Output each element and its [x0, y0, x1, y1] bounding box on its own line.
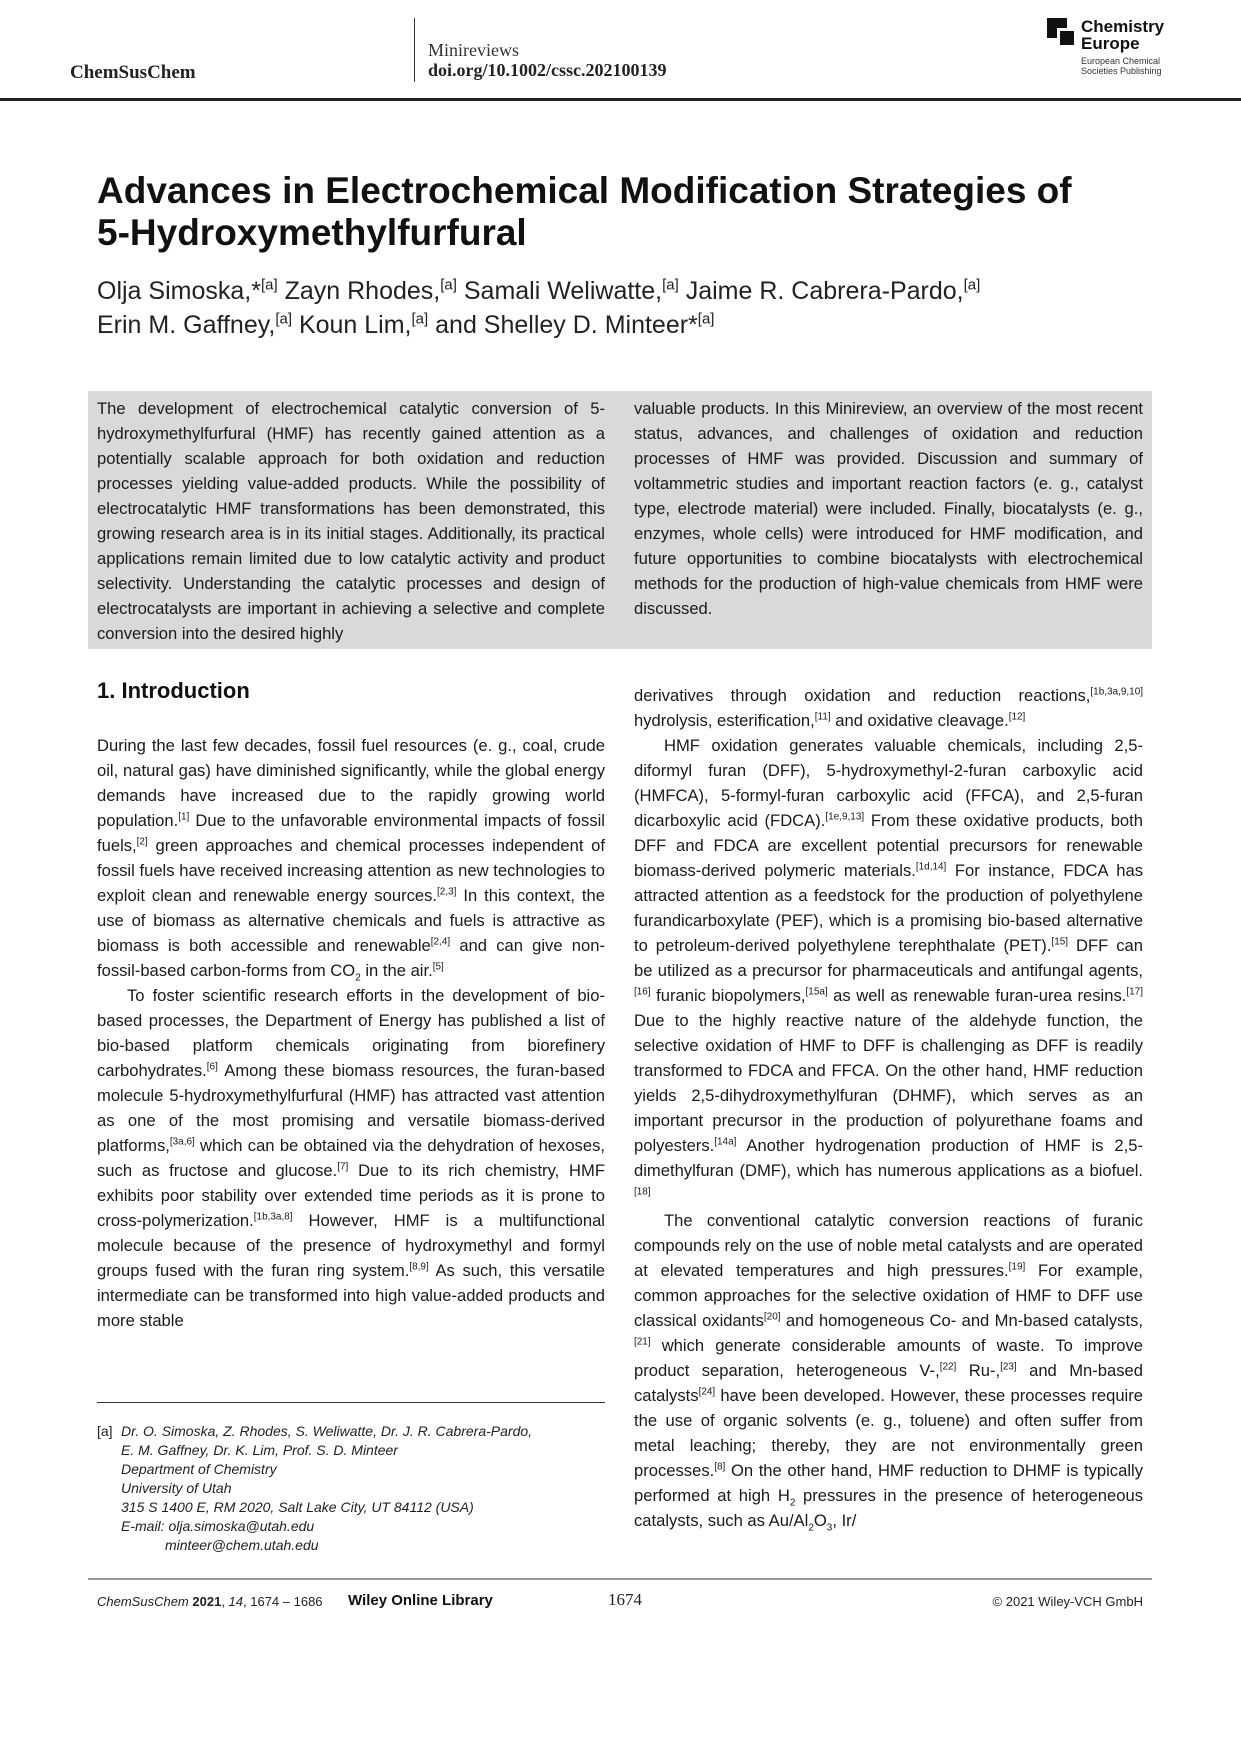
authors-line2: Erin M. Gaffney,[a] Koun Lim,[a] and Shelley D. Minteer*[a] — [97, 310, 715, 339]
title-line2: 5-Hydroxymethylfurfural — [97, 212, 527, 253]
doi-link[interactable]: doi.org/10.1002/cssc.202100139 — [428, 60, 667, 80]
paragraph: The conventional catalytic conversion reactions of furanic compounds rely on the use of noble metal catalysts and are operated at elevated temperatures and high pressures.[19] For example, common approaches for the selective oxidation of HMF to DFF use classical oxidants[20] and homogeneous Co- and Mn-based catalysts,[21] which generate considerable amounts of waste. To improve product separation, heterogeneous V-,[22] Ru-,[23] and Mn-based catalysts[24] have been developed. However, these processes require the use of organic solvents (e. g., toluene) and often suffer from metal leaching; thereby, they are not environmentally green processes.[8] On the other hand, HMF reduction to DHMF is typically performed at high $H_2$ pressures in the presence of heterogeneous catalysts, such as $Au/Al_2O_3$, Ir/ — [634, 1211, 1143, 1534]
publisher-name — [1081, 18, 1191, 52]
article-title — [97, 170, 1147, 254]
body-left-column — [97, 733, 605, 1333]
journal-name: ChemSusChem — [70, 62, 196, 83]
publisher-subtitle — [1081, 56, 1191, 76]
copyright: © 2021 Wiley-VCH GmbH — [992, 1594, 1143, 1609]
author-list — [97, 274, 1147, 342]
footnote-rule — [97, 1402, 605, 1403]
section-heading: 1. Introduction — [97, 678, 250, 703]
title-line1: Advances in Electrochemical Modification Strategies of — [97, 170, 1072, 211]
affiliation-line: University of Utah — [121, 1480, 232, 1496]
header-divider — [414, 18, 415, 82]
affiliation-line: E. M. Gaffney, Dr. K. Lim, Prof. S. D. Minteer — [121, 1442, 398, 1458]
affiliation-line: 315 S 1400 E, RM 2020, Salt Lake City, UT 84112 (USA) — [121, 1499, 474, 1515]
section-label: Minireviews — [428, 40, 519, 60]
authors-line1: Olja Simoska,*[a] Zayn Rhodes,[a] Samali Weliwatte,[a] Jaime R. Cabrera-Pardo,[a] — [97, 276, 981, 305]
page-number: 1674 — [608, 1590, 642, 1609]
paragraph: During the last few decades, fossil fuel resources (e. g., coal, crude oil, natural gas) have diminished significantly, while the global energy demands have increased due to the rapidly growing world population.[1] Due to the unfavorable environmental impacts of fossil fuels,[2] green approaches and chemical processes independent of fossil fuels have received increasing attention as new technologies to exploit clean and renewable energy sources.[2,3] In this context, the use of biomass as alternative chemicals and fuels is attractive as biomass is both accessible and renewable[2,4] and can give non-fossil-based carbon-forms from $CO_2$ in the air.[5] — [97, 736, 605, 984]
publisher-sub-line1: European Chemical — [1081, 56, 1161, 66]
paragraph: To foster scientific research efforts in the development of bio-based processes, the Department of Energy has published a list of bio-based platform chemicals originating from biorefinery carbohydrates.[6] Among these biomass resources, the furan-based molecule 5-hydroxymethylfurfural (HMF) has attracted vast attention as one of the most promising and versatile biomass-derived platforms,[3a,6] which can be obtained via the dehydration of hexoses, such as fructose and glucose.[7] Due to its rich chemistry, HMF exhibits poor stability over extended time periods as it is prone to cross-polymerization.[1b,3a,8] However, HMF is a multifunctional molecule because of the presence of hydroxymethyl and formyl groups fused with the furan ring system.[8,9] As such, this versatile intermediate can be transformed into high value-added products and more stable — [97, 986, 605, 1330]
email-link[interactable]: E-mail: olja.simoska@utah.edu — [121, 1518, 315, 1534]
header-rule — [0, 98, 1241, 101]
wiley-online-library-link[interactable]: Wiley Online Library — [348, 1592, 493, 1609]
publisher-name-line1: Chemistry — [1081, 17, 1165, 36]
email-link[interactable]: minteer@chem.utah.edu — [165, 1537, 319, 1553]
affiliation-line: Dr. O. Simoska, Z. Rhodes, S. Weliwatte, Dr. J. R. Cabrera-Pardo, — [121, 1423, 533, 1439]
paragraph: derivatives through oxidation and reduction reactions,[1b,3a,9,10] hydrolysis, esterification,[11] and oxidative cleavage.[12] — [634, 686, 1143, 730]
footer-citation: ChemSusChem 2021, 14, 1674 – 1686 — [97, 1594, 323, 1609]
footer-rule — [88, 1578, 1152, 1580]
body-right-column — [634, 683, 1143, 1533]
affiliation-line: Department of Chemistry — [121, 1461, 277, 1477]
affiliation-footnote — [97, 1422, 617, 1555]
paragraph: HMF oxidation generates valuable chemicals, including 2,5-diformyl furan (DFF), 5-hydroxymethyl-2-furan carboxylic acid (HMFCA), 5-formyl-furan carboxylic acid (FFCA), and 2,5-furan dicarboxylic acid (FDCA).[1e,9,13] From these oxidative products, both DFF and FDCA are excellent potential precursors for renewable biomass-derived polymeric materials.[1d,14] For instance, FDCA has attracted attention as a feedstock for the production of polyethylene furandicarboxylate (PEF), which is a promising bio-based alternative to petroleum-derived polyethylene terephthalate (PET).[15] DFF can be utilized as a precursor for pharmaceuticals and antifungal agents,[16] furanic biopolymers,[15a] as well as renewable furan-urea resins.[17] Due to the highly reactive nature of the aldehyde function, the selective oxidation of HMF to DFF is challenging as DFF is readily transformed to FDCA and FFCA. On the other hand, HMF reduction yields 2,5-dihydroxymethylfuran (DHMF), which serves as an important precursor in the production of polyurethane foams and polyesters.[14a] Another hydrogenation production of HMF is 2,5-dimethylfuran (DMF), which has numerous applications as a biofuel.[18] — [634, 736, 1143, 1198]
publisher-name-line2: Europe — [1081, 34, 1140, 53]
abstract-left — [97, 396, 605, 646]
abstract-right-text: valuable products. In this Minireview, an overview of the most recent status, advances, and challenges of oxidation and reduction processes of HMF was provided. Discussion and summary of voltammetric studies and important reaction factors (e. g., catalyst type, electrode material) were included. Finally, biocatalysts (e. g., enzymes, whole cells) were introduced for HMF modification, and future opportunities to combine biocatalysts with electrochemical methods for the production of high-value chemicals from HMF were discussed. — [634, 399, 1143, 618]
abstract-left-text: The development of electrochemical catalytic conversion of 5-hydroxymethylfurfural (HMF) has recently gained attention as a potentially scalable approach for both oxidation and reduction processes yielding value-added products. While the possibility of electrocatalytic HMF transformations has been demonstrated, this growing research area is in its initial stages. Additionally, its practical applications remain limited due to low catalytic activity and product selectivity. Understanding the catalytic processes and design of electrocatalysts are important in achieving a selective and complete conversion into the desired highly — [97, 399, 605, 643]
footnote-label: [a] — [97, 1423, 113, 1439]
chemistry-europe-logo-icon — [1047, 18, 1077, 48]
publisher-sub-line2: Societies Publishing — [1081, 66, 1162, 76]
abstract-right — [634, 396, 1143, 621]
